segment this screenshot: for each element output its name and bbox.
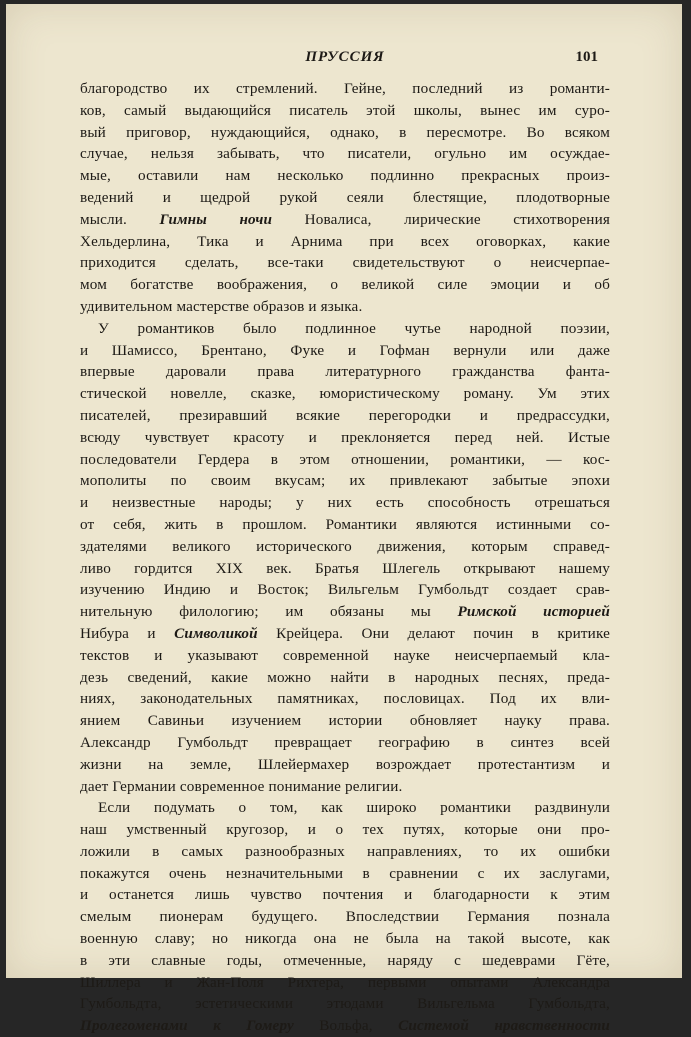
text-line: вый приговор, нуждающийся, однако, в пересмотре. Во всяком [80, 123, 610, 141]
text-line: от себя, жить в прошлом. Романтики являются истинными со- [80, 515, 610, 533]
text-line: стической новелле, сказке, юмористическому роману. Ум этих [80, 385, 610, 403]
text-line: смелым пионерам будущего. Впоследствии Германия познала [80, 908, 610, 926]
text-line: мые, оставили нам несколько подлинно прекрасных произ- [80, 167, 610, 185]
text-line: У романтиков было подлинное чутье народной поэзии, [98, 319, 610, 337]
running-head [92, 49, 598, 71]
book-page [6, 4, 682, 1035]
text-line: приходится сделать, все-таки свидетельствуют о неисчерпае- [80, 254, 610, 272]
text-line: Хельдерлина, Тика и Арнима при всех оговорках, какие [80, 232, 610, 250]
text-line: мысли. Гимны ночи Новалиса, лирические стихотворения [80, 210, 610, 228]
italic-title: Системой нравственности [398, 1017, 611, 1035]
text-line: жизни на земле, Шлейермахер возрождает протестантизм и [80, 755, 610, 773]
text-line: дезь сведений, какие можно найти в народных песнях, преда- [80, 668, 610, 686]
text-line: в эти славные годы, отмеченные, наряду с шедеврами Гёте, [80, 951, 610, 969]
text-line: мополиты по своим вкусам; их привлекают забытые эпохи [80, 472, 610, 490]
text-line: благородство их стремлений. Гейне, последний из романти- [80, 80, 610, 97]
text-line: покажутся очень незначительными в сравнении с их заслугами, [80, 864, 610, 882]
text-line: Нибура и Символикой Крейцера. Они делают почин в критике [80, 624, 611, 642]
text-line: мом богатстве воображения, о великой силе эмоции и об [80, 276, 610, 294]
text-line: изучению Индию и Восток; Вильгельм Гумбольдт создает срав- [80, 581, 610, 599]
text-line: последователи Гердера в этом отношении, романтики, — кос- [80, 450, 610, 468]
text-line: Александр Гумбольдт превращает географию в синтез всей [80, 733, 610, 751]
italic-title: Пролегоменами к Гомеру [80, 1017, 294, 1035]
text-line: Пролегоменами к Гомеру Вольфа, Системой нравственности [80, 1017, 611, 1035]
text-line: и Шамиссо, Брентано, Фуке и Гофман вернули или даже [80, 341, 610, 359]
text-line: янием Савиньи изучением истории обновляет науку права. [80, 712, 610, 730]
text-line: наш умственный кругозор, и о тех путях, которые они про- [80, 821, 610, 839]
italic-title: Гимны ночи [159, 210, 273, 228]
text-line: случае, нельзя забывать, что писатели, огульно им осуждае- [80, 145, 610, 163]
text-line: дает Германии современное понимание религии. [80, 777, 403, 795]
text-line: здателями великого исторического движения, которым справед- [80, 537, 610, 555]
text-line: Шиллера и Жан-Поля Рихтера, первыми опытами Александра [80, 973, 610, 991]
text-line: ниях, законодательных памятниках, пословицах. Под их вли- [80, 690, 610, 708]
text-line: всюду чувствует красоту и преклоняется перед ней. Истые [80, 428, 610, 446]
text-line: текстов и указывают современной науке неисчерпаемый кла- [80, 646, 610, 664]
text-line: и останется лишь чувство почтения и благодарности к этим [80, 886, 610, 904]
text-line: Если подумать о том, как широко романтики раздвинули [98, 799, 610, 817]
text-line: ведений и щедрой рукой сеяли блестящие, плодотворные [80, 188, 610, 206]
text-line: писателей, презиравший всякие перегородки и предрассудки, [80, 406, 610, 424]
text-line: ков, самый выдающийся писатель этой школы, вынес им суро- [80, 101, 610, 119]
running-title: ПРУССИЯ [305, 49, 385, 65]
italic-title: Римской историей [457, 603, 611, 621]
text-line: ложили в самых разнообразных направлениях, то их ошибки [80, 842, 610, 860]
text-line: впервые даровали права литературного гражданства фанта- [80, 363, 610, 381]
text-line: военную славу; но никогда она не была на такой высоте, как [80, 930, 610, 948]
text-line: нительную филологию; им обязаны мы Римской историей [80, 603, 611, 621]
text-line: удивительном мастерстве образов и языка. [80, 297, 363, 315]
text-line: Гумбольдта, эстетическими этюдами Вильгельма Гумбольдта, [80, 995, 610, 1013]
italic-title: Символикой [174, 624, 258, 642]
text-line: и неизвестные народы; у них есть способность отрешаться [80, 494, 610, 512]
text-line: ливо гордится XIX век. Братья Шлегель открывают нашему [80, 559, 610, 577]
page-number: 101 [575, 49, 598, 65]
body-text [80, 78, 610, 1037]
